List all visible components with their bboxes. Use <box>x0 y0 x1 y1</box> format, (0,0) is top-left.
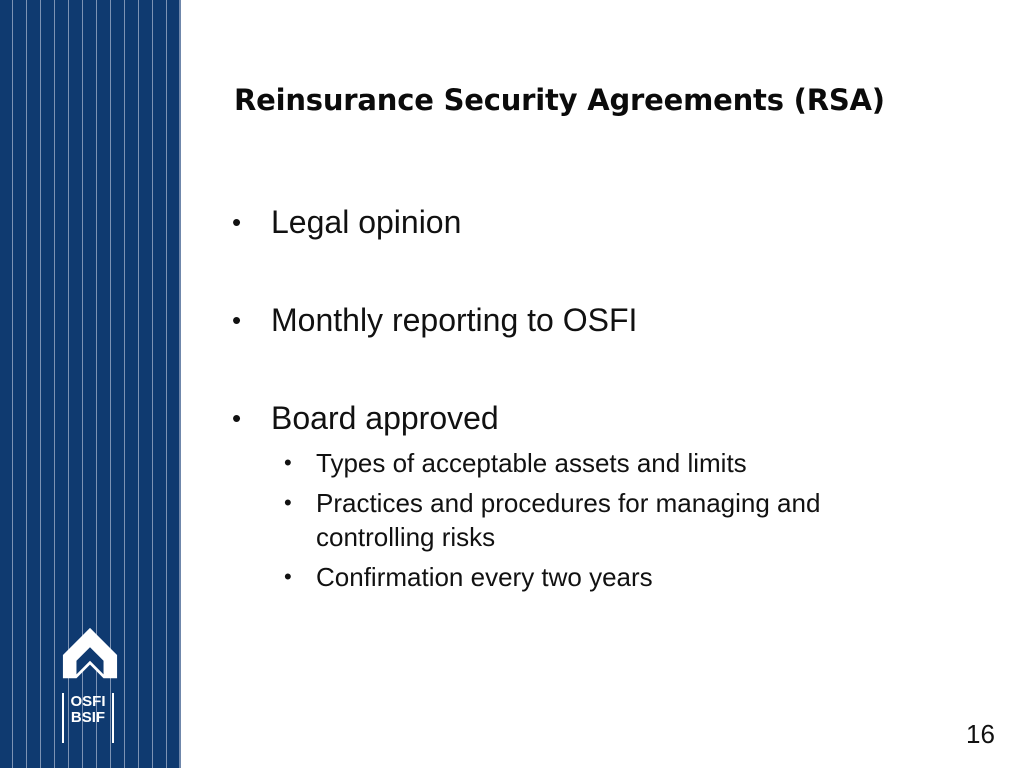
logo-wordmark <box>62 693 114 743</box>
bullet-text: Legal opinion <box>271 204 462 240</box>
sidebar-panel <box>0 0 181 768</box>
sub-bullet-list <box>271 446 876 594</box>
bullet-list <box>230 200 876 600</box>
bullet-item <box>230 200 876 244</box>
bullet-text: Monthly reporting to OSFI <box>271 302 638 338</box>
page-number: 16 <box>966 719 995 749</box>
sub-bullet-item: • Confirmation every two years <box>271 560 876 594</box>
bullet-text: Board approved <box>271 400 499 436</box>
bullet-item <box>230 396 876 594</box>
osfi-emblem-icon <box>61 626 119 684</box>
sub-bullet-item: • Types of acceptable assets and limits <box>271 446 876 480</box>
bullet-item <box>230 298 876 342</box>
logo-text-bsif: BSIF <box>70 709 106 726</box>
sub-bullet-item: • Practices and procedures for managing and controlling risks <box>271 486 876 554</box>
slide-title: Reinsurance Security Agreements (RSA) <box>234 83 885 117</box>
logo-text-osfi: OSFI <box>70 693 106 710</box>
